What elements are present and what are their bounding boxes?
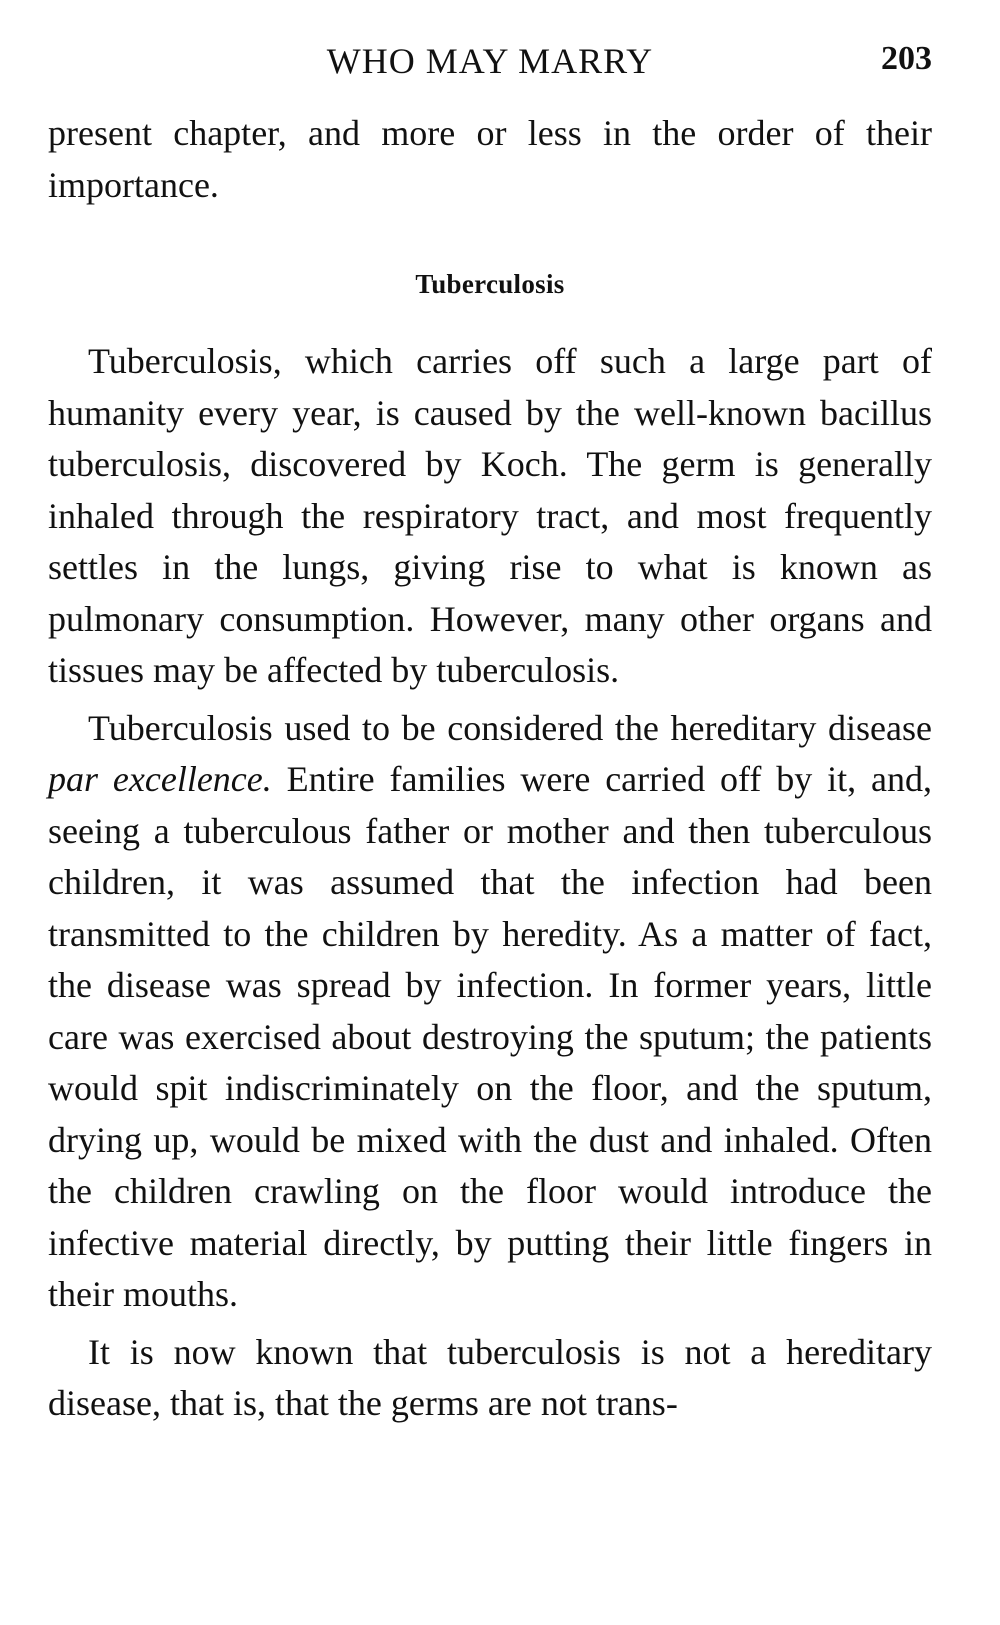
paragraph-3: It is now known that tuberculosis is not a hereditary disease, that is, that the germs are not trans- <box>48 1331 932 1423</box>
paragraph-2 <box>48 703 932 1321</box>
book-page <box>48 0 932 1430</box>
paragraph-2-text-start: Tuberculosis used to be considered the hereditary disease <box>88 707 932 748</box>
intro-paragraph: present chapter, and more or less in the order of their importance. <box>48 113 932 205</box>
paragraph-2-text-end: Entire families were carried off by it, and, seeing a tuberculous father or mother and then tuberculous children, it was assumed that the infection had been transmitted to the children by heredity. As a matter of fact, the disease was spread by infection. In former years, little care was exercised about destroying the sputum; the patients would spit indiscriminately on the floor, and the sputum, drying up, would be mixed with the dust and inhaled. Often the children crawling on the floor would introduce the infective material directly, by putting their little fingers in their mouths. <box>48 759 932 1314</box>
paragraph-1: Tuberculosis, which carries off such a large part of humanity every year, is caused by the well-known bacillus tuberculosis, discovered by Koch. The germ is generally inhaled through the respiratory tract, and most frequently settles in the lungs, giving rise to what is known as pulmonary consumption. However, many other organs and tissues may be affected by tuberculosis. <box>48 341 932 690</box>
paragraph-2-italic-phrase: par excellence. <box>48 759 272 799</box>
section-heading: Tuberculosis <box>415 269 565 299</box>
running-title: WHO MAY MARRY <box>326 41 654 81</box>
page-number: 203 <box>881 40 932 77</box>
running-header <box>48 36 932 96</box>
